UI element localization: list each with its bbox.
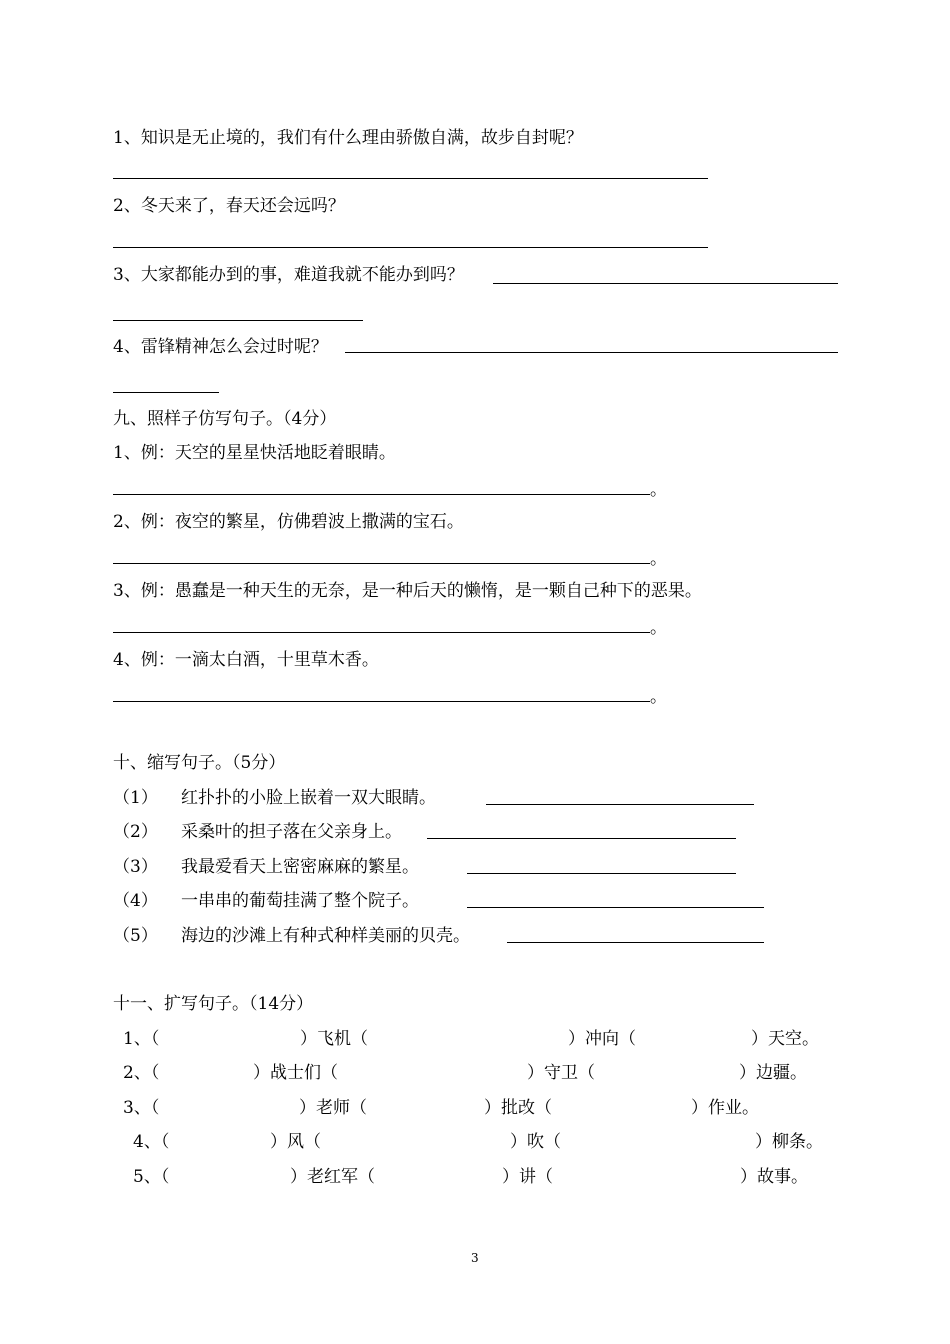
item-number: （1） bbox=[113, 788, 158, 808]
expand-row-2-part-3: ）守卫（ bbox=[527, 1063, 595, 1083]
section-9-title: 九、照样子仿写句子。（4分） bbox=[113, 409, 337, 429]
section-9-example-2: 2、例：夜空的繁星，仿佛碧波上撒满的宝石。 bbox=[113, 512, 464, 532]
item-number: （2） bbox=[113, 822, 158, 842]
section-9-answer-line-1[interactable] bbox=[113, 494, 650, 495]
question-1: 1、知识是无止境的，我们有什么理由骄傲自满，故步自封呢？ bbox=[113, 128, 583, 148]
sentence-text: 一串串的葡萄挂满了整个院子。 bbox=[181, 891, 419, 911]
section-9-answer-line-4[interactable] bbox=[113, 701, 650, 702]
section-9-answer-line-2[interactable] bbox=[113, 563, 650, 564]
expand-row-2-part-2: ）战士们（ bbox=[253, 1063, 338, 1083]
item-number: （5） bbox=[113, 926, 158, 946]
condense-answer-line-3[interactable] bbox=[467, 873, 736, 874]
expand-row-3-part-2: ）老师（ bbox=[299, 1098, 367, 1118]
question-4: 4、雷锋精神怎么会过时呢？ bbox=[113, 337, 328, 357]
expand-row-5-part-1: 5、（ bbox=[133, 1167, 170, 1187]
expand-row-1-part-4: ）天空。 bbox=[751, 1029, 819, 1049]
section-9-example-4: 4、例：一滴太白酒，十里草木香。 bbox=[113, 650, 379, 670]
condense-answer-line-1[interactable] bbox=[486, 804, 754, 805]
expand-row-4-part-1: 4、（ bbox=[133, 1132, 170, 1152]
answer-line-2[interactable] bbox=[113, 247, 708, 248]
period-mark: 。 bbox=[650, 618, 667, 638]
expand-row-4-part-3: ）吹（ bbox=[510, 1132, 561, 1152]
expand-row-2-part-4: ）边疆。 bbox=[739, 1063, 807, 1083]
answer-line-3b[interactable] bbox=[113, 320, 363, 321]
item-number: （4） bbox=[113, 891, 158, 911]
page-number: 3 bbox=[471, 1251, 479, 1265]
period-mark: 。 bbox=[650, 480, 667, 500]
expand-row-5-part-2: ）老红军（ bbox=[290, 1167, 375, 1187]
sentence-text: 红扑扑的小脸上嵌着一双大眼睛。 bbox=[181, 788, 436, 808]
answer-line-3a[interactable] bbox=[493, 283, 838, 284]
answer-line-1[interactable] bbox=[113, 178, 708, 179]
expand-row-3-part-1: 3、（ bbox=[123, 1098, 160, 1118]
condense-answer-line-5[interactable] bbox=[507, 942, 764, 943]
expand-row-3-part-3: ）批改（ bbox=[484, 1098, 552, 1118]
expand-row-4-part-2: ）风（ bbox=[270, 1132, 321, 1152]
expand-row-2-part-1: 2、（ bbox=[123, 1063, 160, 1083]
question-3: 3、大家都能办到的事，难道我就不能办到吗？ bbox=[113, 265, 464, 285]
condense-answer-line-2[interactable] bbox=[427, 838, 736, 839]
section-9-example-3: 3、例：愚蠢是一种天生的无奈，是一种后天的懒惰，是一颗自己种下的恶果。 bbox=[113, 581, 702, 601]
section-9-example-1: 1、例：天空的星星快活地眨着眼睛。 bbox=[113, 443, 396, 463]
period-mark: 。 bbox=[650, 687, 667, 707]
section-11-title: 十一、扩写句子。（14分） bbox=[113, 994, 314, 1014]
section-10-title: 十、缩写句子。（5分） bbox=[113, 753, 286, 773]
answer-line-4a[interactable] bbox=[345, 352, 838, 353]
expand-row-5-part-4: ）故事。 bbox=[740, 1167, 808, 1187]
expand-row-4-part-4: ）柳条。 bbox=[755, 1132, 823, 1152]
question-2: 2、冬天来了，春天还会远吗？ bbox=[113, 196, 345, 216]
expand-row-1-part-3: ）冲向（ bbox=[568, 1029, 636, 1049]
sentence-text: 海边的沙滩上有种式种样美丽的贝壳。 bbox=[181, 926, 470, 946]
sentence-text: 采桑叶的担子落在父亲身上。 bbox=[181, 822, 402, 842]
expand-row-1-part-2: ）飞机（ bbox=[300, 1029, 368, 1049]
item-number: （3） bbox=[113, 857, 158, 877]
answer-line-4b[interactable] bbox=[113, 392, 219, 393]
condense-answer-line-4[interactable] bbox=[467, 907, 764, 908]
period-mark: 。 bbox=[650, 549, 667, 569]
section-9-answer-line-3[interactable] bbox=[113, 632, 650, 633]
expand-row-3-part-4: ）作业。 bbox=[691, 1098, 759, 1118]
sentence-text: 我最爱看天上密密麻麻的繁星。 bbox=[181, 857, 419, 877]
expand-row-5-part-3: ）讲（ bbox=[502, 1167, 553, 1187]
expand-row-1-part-1: 1、（ bbox=[123, 1029, 160, 1049]
